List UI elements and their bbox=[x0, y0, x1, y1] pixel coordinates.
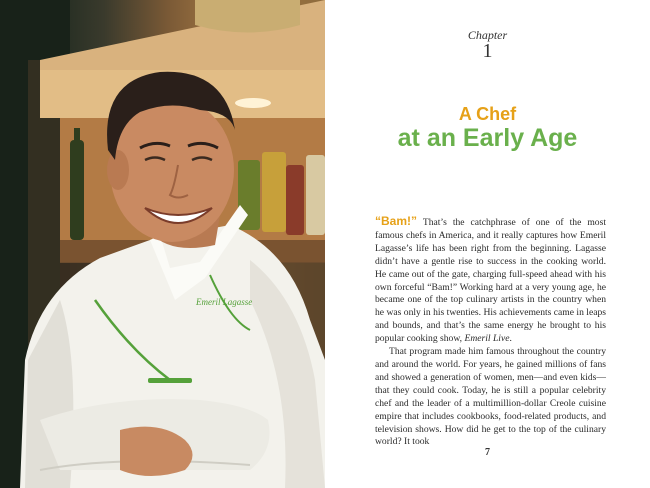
body-text bbox=[375, 215, 606, 449]
jar bbox=[262, 152, 286, 232]
chapter-title-line-2: at an Early Age bbox=[397, 124, 578, 152]
jacket-embroidery: Emeril Lagasse bbox=[196, 297, 253, 307]
text-page bbox=[325, 0, 650, 488]
ceiling-light bbox=[235, 98, 271, 108]
lead-word: “Bam!” bbox=[375, 214, 418, 228]
paragraph-1-text: That’s the catchphrase of one of the most famous chefs in America, and it really captures how Emeril Lagasse’s life has been right from the beginning. Lagasse didn’t have a gentle rise to success in the cooking world. He came out of the gate, charging full-speed ahead with his own forceful “Bam!” Working hard at a very young age, he became one of the top culinary artists in the country when he was only in his twenties. His achievements came in leaps and bounds, and that’s the same energy he brought to his popular cooking show, bbox=[375, 217, 606, 345]
chapter-number: 1 bbox=[482, 40, 493, 62]
chapter-label: Chapter bbox=[467, 28, 508, 42]
jar bbox=[286, 165, 304, 235]
ear bbox=[107, 150, 129, 190]
round-sign bbox=[195, 0, 300, 33]
page-number: 7 bbox=[485, 447, 490, 458]
paragraph-2: That program made him famous throughout the country and around the world. For years, he gained millions of fans and showed a generation of women, men—and even kids—that they could cook. Today, he is still a popular celebrity chef and the leader of a multimillion-dollar Creole cuisine empire that includes cookbooks, food-related products, and television shows. How did he get to the top of the culinary world? It took bbox=[375, 346, 606, 448]
paragraph-1: “Bam!” That’s the catchphrase of one of the most famous chefs in America, and it really captures how Emeril Lagasse’s life has been right from the beginning. Lagasse didn’t have a gentle rise to success in the cooking world. He came out of the gate, charging full-speed ahead with his own forceful “Bam!” Working hard at a very young age, he became one of the top culinary artists in the country when he was only in his twenties. His achievements came in leaps and bounds, and that’s the same energy he brought to his popular cooking show, Emeril Live. bbox=[375, 214, 606, 345]
pocket-trim bbox=[148, 378, 192, 383]
chapter-title-line-1: A Chef bbox=[458, 104, 517, 124]
show-name: Emeril Live bbox=[464, 333, 510, 345]
bottle bbox=[70, 140, 84, 240]
jar bbox=[306, 155, 325, 235]
